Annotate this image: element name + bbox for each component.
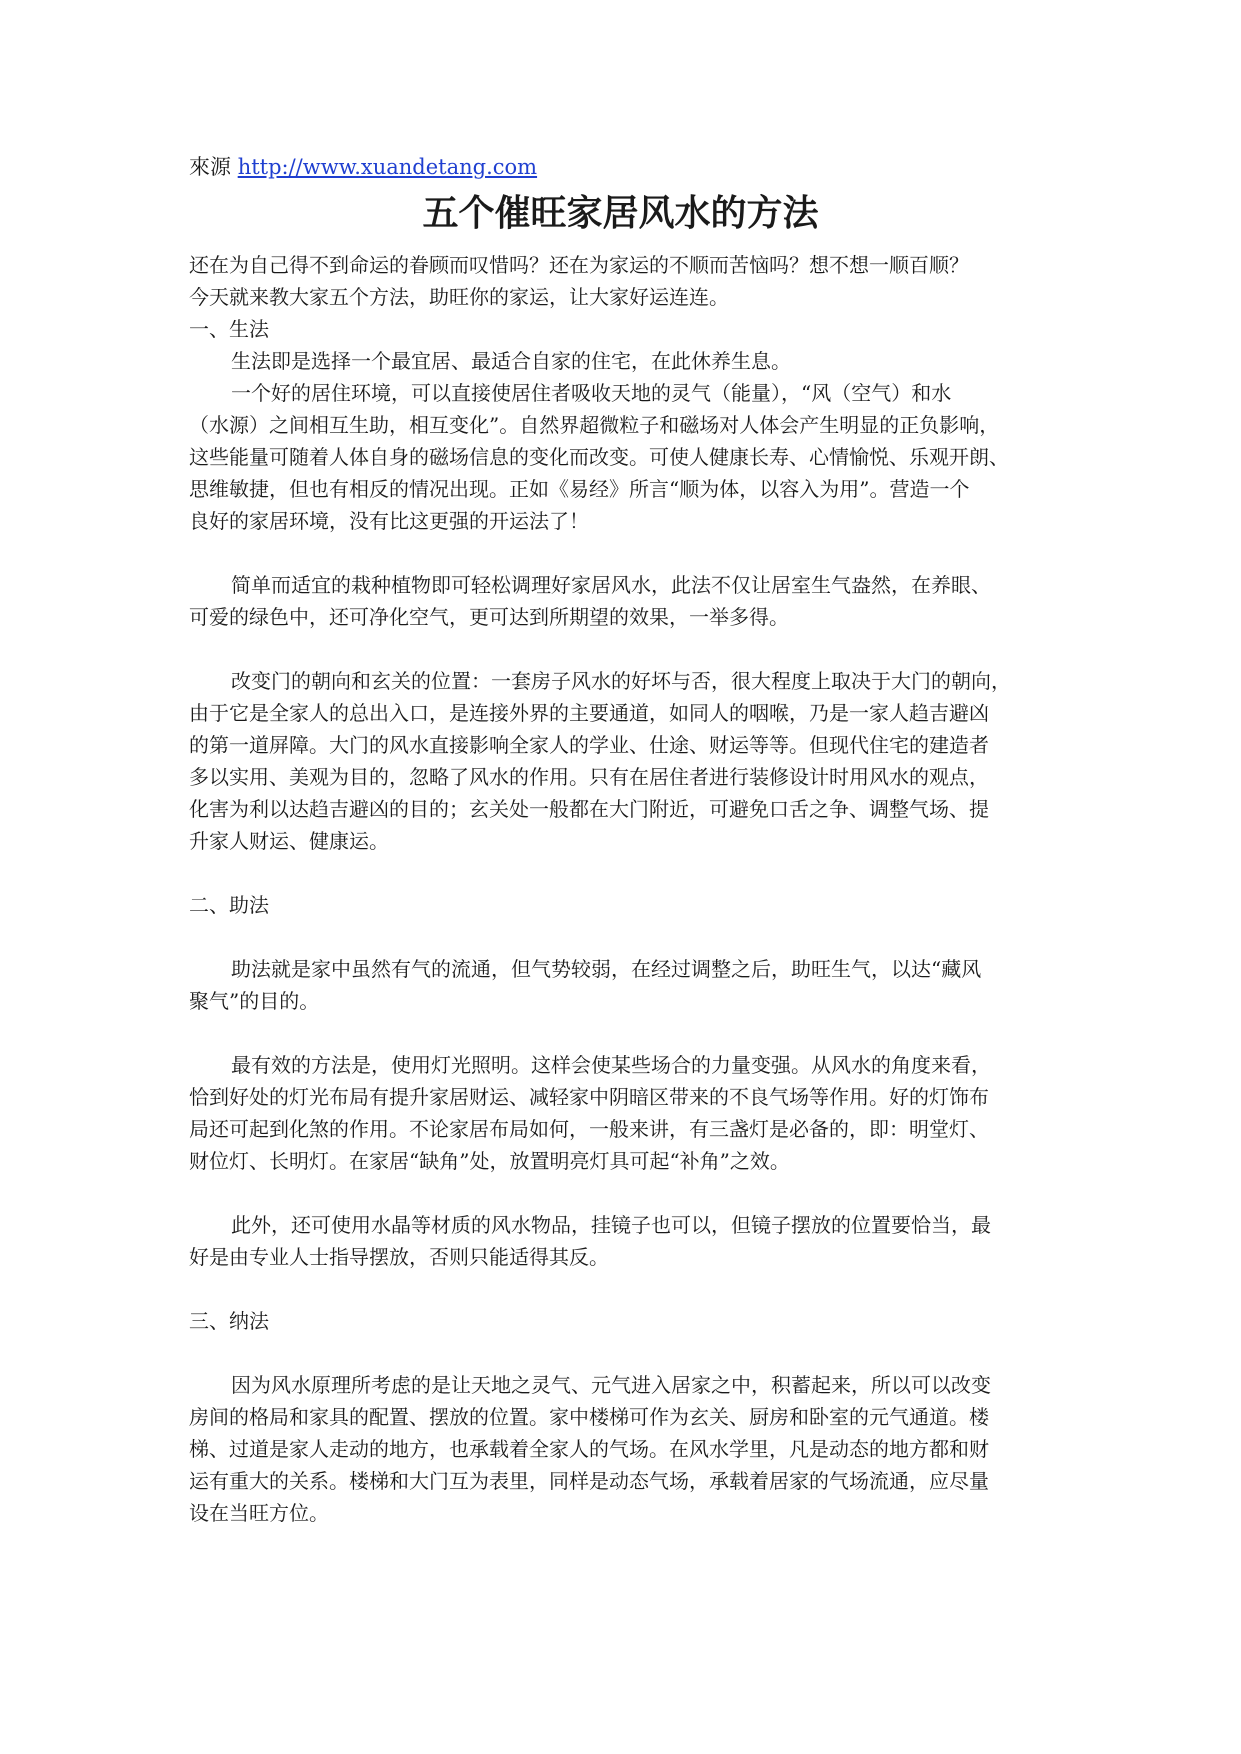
source-label: 來源 <box>189 155 231 179</box>
paragraph-line: 因为风水原理所考虑的是让天地之灵气、元气进入居家之中，积蓄起来，所以可以改变 <box>231 1373 991 1397</box>
paragraph-line: 助法就是家中虽然有气的流通，但气势较弱，在经过调整之后，助旺生气，以达“藏风 <box>231 957 982 981</box>
paragraph-line: 由于它是全家人的总出入口，是连接外界的主要通道，如同人的咽喉，乃是一家人趋吉避凶 <box>189 701 989 725</box>
paragraph-line: 的第一道屏障。大门的风水直接影响全家人的学业、仕途、财运等等。但现代住宅的建造者 <box>189 733 989 757</box>
source-line <box>189 153 537 181</box>
paragraph-line: 良好的家居环境，没有比这更强的开运法了！ <box>189 509 589 533</box>
paragraph-line: 这些能量可随着人体自身的磁场信息的变化而改变。可使人健康长寿、心情愉悦、乐观开朗、 <box>189 445 1009 469</box>
paragraph-line: 升家人财运、健康运。 <box>189 829 389 853</box>
paragraph-line: 改变门的朝向和玄关的位置：一套房子风水的好坏与否，很大程度上取决于大门的朝向， <box>231 669 1011 693</box>
paragraph-line: 房间的格局和家具的配置、摆放的位置。家中楼梯可作为玄关、厨房和卧室的元气通道。楼 <box>189 1405 989 1429</box>
paragraph-line: 一个好的居住环境，可以直接使居住者吸收天地的灵气（能量），“风（空气）和水 <box>231 381 952 405</box>
paragraph-line: 聚气”的目的。 <box>189 989 320 1013</box>
paragraph-line: 局还可起到化煞的作用。不论家居布局如何，一般来讲，有三盏灯是必备的，即：明堂灯、 <box>189 1117 989 1141</box>
paragraph-line: （水源）之间相互生助，相互变化”。自然界超微粒子和磁场对人体会产生明显的正负影响， <box>189 413 1000 437</box>
paragraph-line: 此外，还可使用水晶等材质的风水物品，挂镜子也可以，但镜子摆放的位置要恰当，最 <box>231 1213 991 1237</box>
paragraph-line: 财位灯、长明灯。在家居“缺角”处，放置明亮灯具可起“补角”之效。 <box>189 1149 790 1173</box>
section-heading: 一、生法 <box>189 317 269 341</box>
paragraph-line: 思维敏捷，但也有相反的情况出现。正如《易经》所言“顺为体，以容入为用”。营造一个 <box>189 477 970 501</box>
paragraph-line: 化害为利以达趋吉避凶的目的；玄关处一般都在大门附近，可避免口舌之争、调整气场、提 <box>189 797 989 821</box>
paragraph-line: 设在当旺方位。 <box>189 1501 329 1525</box>
paragraph-line: 梯、过道是家人走动的地方，也承载着全家人的气场。在风水学里，凡是动态的地方都和财 <box>189 1437 989 1461</box>
page-title: 五个催旺家居风水的方法 <box>422 192 819 234</box>
paragraph-line: 多以实用、美观为目的，忽略了风水的作用。只有在居住者进行装修设计时用风水的观点， <box>189 765 989 789</box>
paragraph-line: 最有效的方法是，使用灯光照明。这样会使某些场合的力量变强。从风水的角度来看， <box>231 1053 991 1077</box>
paragraph-line: 好是由专业人士指导摆放，否则只能适得其反。 <box>189 1245 609 1269</box>
paragraph-line: 今天就来教大家五个方法，助旺你的家运，让大家好运连连。 <box>189 285 729 309</box>
paragraph-line: 生法即是选择一个最宜居、最适合自家的住宅，在此休养生息。 <box>231 349 791 373</box>
source-link[interactable]: http://www.xuandetang.com <box>237 155 538 179</box>
paragraph-line: 运有重大的关系。楼梯和大门互为表里，同样是动态气场，承载着居家的气场流通，应尽量 <box>189 1469 989 1493</box>
paragraph-line: 还在为自己得不到命运的眷顾而叹惜吗？还在为家运的不顺而苦恼吗？想不想一顺百顺？ <box>189 253 969 277</box>
paragraph-line: 简单而适宜的栽种植物即可轻松调理好家居风水，此法不仅让居室生气盎然，在养眼、 <box>231 573 991 597</box>
section-heading: 三、纳法 <box>189 1309 269 1333</box>
section-heading: 二、助法 <box>189 893 269 917</box>
paragraph-line: 可爱的绿色中，还可净化空气，更可达到所期望的效果，一举多得。 <box>189 605 789 629</box>
paragraph-line: 恰到好处的灯光布局有提升家居财运、减轻家中阴暗区带来的不良气场等作用。好的灯饰布 <box>189 1085 989 1109</box>
